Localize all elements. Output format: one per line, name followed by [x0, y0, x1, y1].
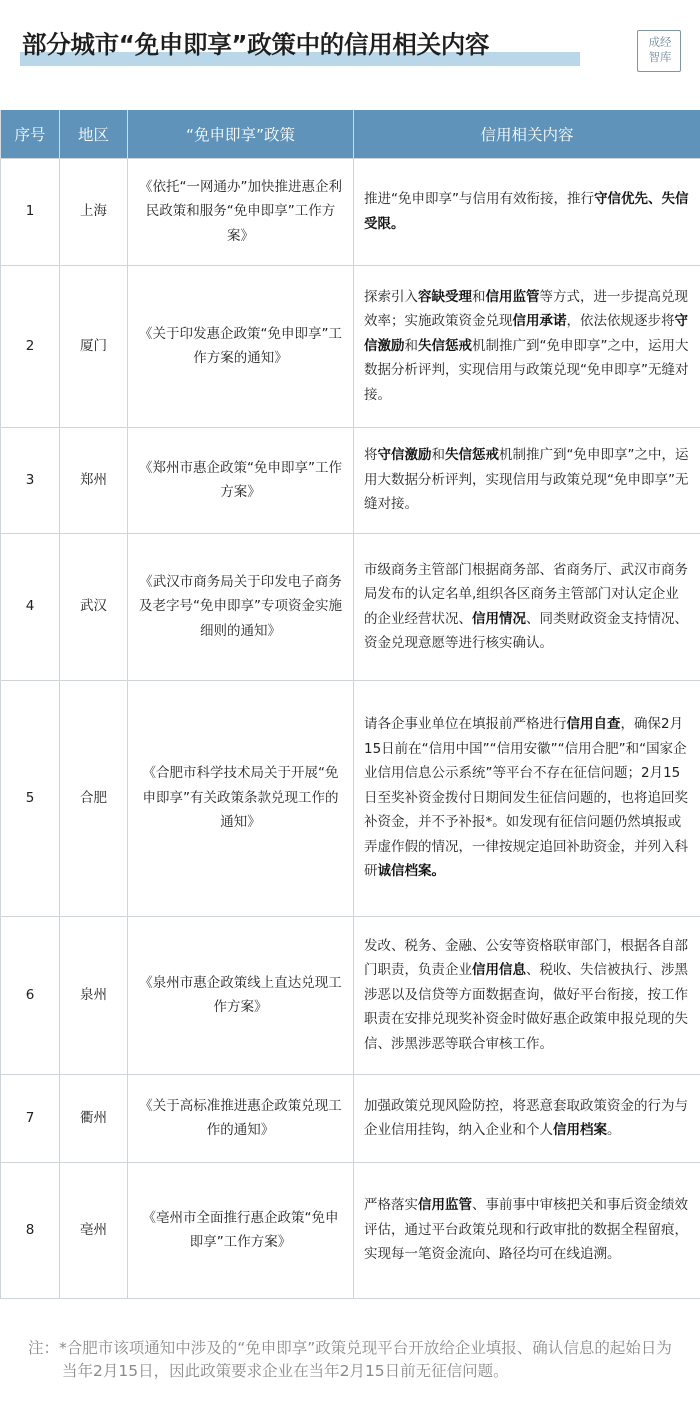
table-header-row: [1, 110, 700, 158]
content-text: ，依法依规逐步将: [566, 313, 675, 330]
row-number: 1: [1, 158, 60, 265]
emphasis-text: 信用情况: [472, 610, 526, 627]
row-policy: 《亳州市全面推行惠企政策“免申即享”工作方案》: [128, 1162, 354, 1298]
emphasis-text: 失信惩戒: [445, 447, 499, 464]
policy-table: [0, 110, 700, 1299]
row-policy: 《泉州市惠企政策线上直达兑现工作方案》: [128, 916, 354, 1074]
emphasis-text: 守信优先、失信受限。: [364, 191, 689, 232]
emphasis-text: 信用档案: [553, 1122, 607, 1138]
table-row: [1, 533, 700, 680]
row-content: [354, 1162, 700, 1298]
row-content: [354, 427, 700, 533]
content-text: 加强政策兑现风险防控，将恶意套取政策资金的行为与企业信用挂钩，纳入企业和个人: [364, 1097, 688, 1138]
emphasis-text: 诚信档案。: [377, 863, 445, 880]
content-text: 机制推广到“免申即享”之中，运用大数据分析评判，实现信用与政策兑现“免申即享”无缝对接。: [364, 447, 689, 513]
row-region: 合肥: [60, 680, 128, 916]
row-number: 7: [1, 1074, 60, 1162]
brand-logo-text: 成经智库: [648, 35, 672, 64]
row-policy: 《关于高标准推进惠企政策兑现工作的通知》: [128, 1074, 354, 1162]
content-text: 推进“免申即享”与信用有效衔接，推行: [364, 191, 594, 207]
row-policy: 《武汉市商务局关于印发电子商务及老字号“免申即享”专项资金实施细则的通知》: [128, 533, 354, 680]
content-text: 探索引入: [364, 288, 418, 305]
row-content: [354, 1074, 700, 1162]
row-content: [354, 916, 700, 1074]
header-region: 地区: [60, 110, 128, 158]
content-text: ，确保2月15日前在“信用中国”“信用安徽”“信用合肥”和“国家企业信用信息公示系统”等平台不存在征信问题；2月15日至奖补资金拨付日期间发生征信问题的，也将追回奖补资金，并不予补报*。如发现有征信问题仍然填报或弄虚作假的情况，一律按规定追回补助资金，并列入科研: [364, 716, 688, 880]
content-text: 发改、税务、金融、公安等资格联审部门，根据各自部门职责，负责企业: [364, 937, 688, 979]
brand-logo: [637, 30, 681, 72]
content-text: 等方式，进一步提高兑现效率；实施政策资金兑现: [364, 288, 688, 330]
row-region: 泉州: [60, 916, 128, 1074]
emphasis-text: 信用监管: [418, 1197, 472, 1214]
row-number: 6: [1, 916, 60, 1074]
row-content: [354, 158, 700, 265]
row-content: [354, 680, 700, 916]
row-policy: 《关于印发惠企政策“免申即享”工作方案的通知》: [128, 265, 354, 427]
emphasis-text: 容缺受理: [418, 288, 472, 305]
content-text: 、同类财政资金支持情况、资金兑现意愿等进行核实确认。: [364, 610, 688, 651]
emphasis-text: 守信激励: [364, 313, 688, 354]
content-text: 和: [472, 288, 486, 305]
content-text: 、税收、失信被执行、涉黑涉恶以及信贷等方面数据查询，做好平台衔接，按工作职责在安排兑现奖补资金时做好惠企政策申报兑现的失信、涉黑涉恶等联合审核工作。: [364, 962, 688, 1052]
table-row: [1, 680, 700, 916]
row-policy: 《合肥市科学技术局关于开展“免申即享”有关政策条款兑现工作的通知》: [128, 680, 354, 916]
content-text: 严格落实: [364, 1197, 418, 1214]
row-region: 衢州: [60, 1074, 128, 1162]
emphasis-text: 失信惩戒: [418, 337, 472, 354]
row-region: 郑州: [60, 427, 128, 533]
table-row: [1, 427, 700, 533]
row-number: 8: [1, 1162, 60, 1298]
emphasis-text: 信用监管: [485, 288, 540, 305]
header-policy: “免申即享”政策: [128, 110, 354, 158]
header-number: 序号: [1, 110, 60, 158]
content-text: 请各企事业单位在填报前严格进行: [364, 716, 567, 733]
row-number: 2: [1, 265, 60, 427]
row-region: 武汉: [60, 533, 128, 680]
row-content: [354, 265, 700, 427]
content-text: 和: [431, 447, 445, 464]
footnote: 注：*合肥市该项通知中涉及的“免申即享”政策兑现平台开放给企业填报、确认信息的起始日为当年2月15日，因此政策要求企业在当年2月15日前无征信问题。: [28, 1339, 672, 1380]
table-row: [1, 916, 700, 1074]
emphasis-text: 守信激励: [377, 447, 432, 464]
header-content: 信用相关内容: [354, 110, 700, 158]
content-text: 。: [607, 1122, 621, 1138]
content-text: 、事前事中审核把关和事后资金绩效评估，通过平台政策兑现和行政审批的数据全程留痕，实现每一笔资金流向、路径均可在线追溯。: [364, 1197, 688, 1263]
row-policy: 《依托“一网通办”加快推进惠企利民政策和服务“免申即享”工作方案》: [128, 158, 354, 265]
content-text: 市级商务主管部门根据商务部、省商务厅、武汉市商务局发布的认定名单,组织各区商务主管部门对认定企业的企业经营状况、: [364, 561, 688, 627]
content-text: 机制推广到“免申即享”之中，运用大数据分析评判，实现信用与政策兑现“免申即享”无缝对接。: [364, 337, 689, 403]
row-region: 上海: [60, 158, 128, 265]
row-policy: 《郑州市惠企政策“免申即享”工作方案》: [128, 427, 354, 533]
row-number: 3: [1, 427, 60, 533]
row-region: 厦门: [60, 265, 128, 427]
emphasis-text: 信用信息: [472, 962, 526, 979]
table-row: [1, 1162, 700, 1298]
table-row: [1, 1074, 700, 1162]
content-text: 将: [364, 447, 378, 464]
emphasis-text: 信用承诺: [512, 313, 567, 330]
row-number: 4: [1, 533, 60, 680]
table-row: [1, 158, 700, 265]
row-region: 亳州: [60, 1162, 128, 1298]
header: [0, 0, 700, 100]
page-title: 部分城市“免申即享”政策中的信用相关内容: [22, 30, 490, 59]
row-number: 5: [1, 680, 60, 916]
row-content: [354, 533, 700, 680]
emphasis-text: 信用自查: [566, 716, 621, 733]
table-row: [1, 265, 700, 427]
content-text: 和: [404, 337, 418, 354]
